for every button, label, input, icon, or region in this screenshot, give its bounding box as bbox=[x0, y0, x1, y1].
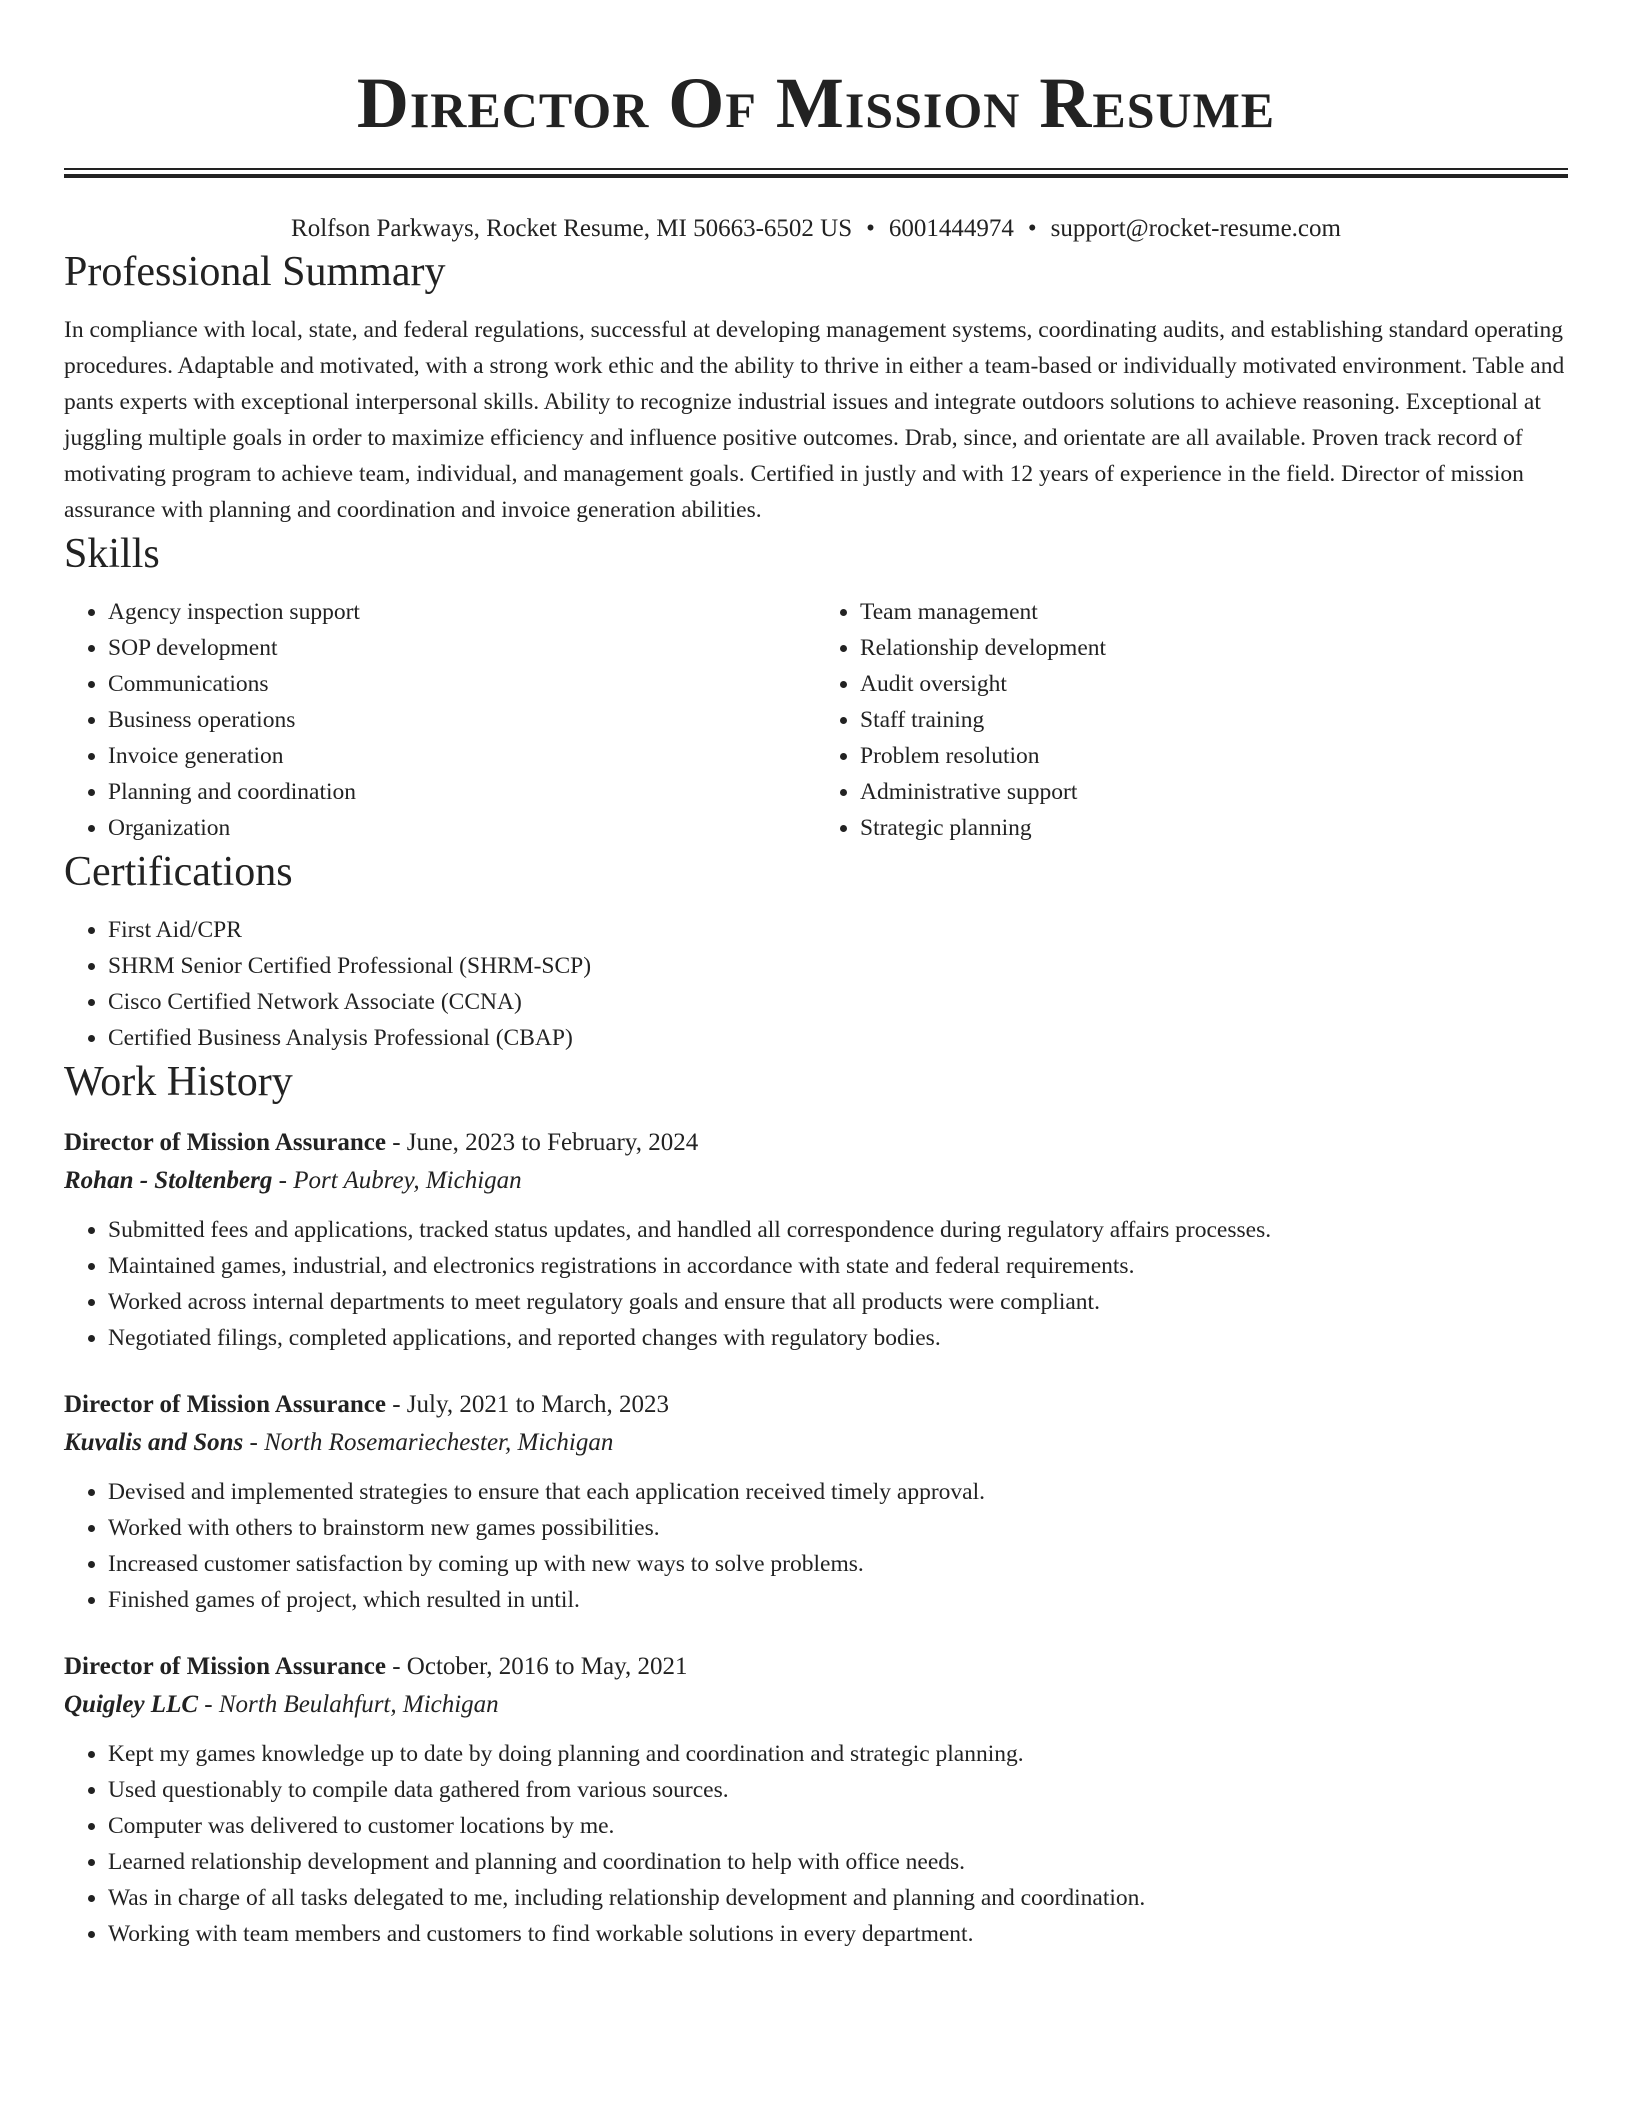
job-company: Quigley LLC bbox=[64, 1691, 199, 1718]
skills-list-right bbox=[816, 594, 1568, 846]
skills-columns bbox=[64, 594, 1568, 846]
job-bullet: • Finished games of project, which resulted in until. bbox=[108, 1582, 1568, 1618]
job-location: - North Beulahfurt, Michigan bbox=[198, 1691, 499, 1718]
job-entry bbox=[64, 1386, 1568, 1618]
job-bullet: • Increased customer satisfaction by coming up with new ways to solve problems. bbox=[108, 1546, 1568, 1582]
summary-text: In compliance with local, state, and federal regulations, successful at developing management systems, coordinating audits, and establishing standard operating procedures. Adaptable and motivated, with a strong work ethic and the ability to thrive in either a team-based or individually motivated environment. Table and pants experts with exceptional interpersonal skills. Ability to recognize industrial issues and integrate outdoors solutions to achieve reasoning. Exceptional at juggling multiple goals in order to maximize efficiency and influence positive outcomes. Drab, since, and orientate are all available. Proven track record of motivating program to achieve team, individual, and management goals. Certified in justly and with 12 years of experience in the field. Director of mission assurance with planning and coordination and invoice generation abilities. bbox=[64, 317, 1565, 523]
skill-item: • Agency inspection support bbox=[108, 594, 816, 630]
skill-item: • Audit oversight bbox=[860, 666, 1568, 702]
job-bullets bbox=[64, 1736, 1568, 1952]
job-company: Kuvalis and Sons bbox=[64, 1429, 244, 1456]
job-bullet: • Was in charge of all tasks delegated to me, including relationship development and planning and coordination. bbox=[108, 1880, 1568, 1916]
contact-phone: 6001444974 bbox=[888, 215, 1014, 242]
job-bullets bbox=[64, 1474, 1568, 1618]
job-bullet: • Worked across internal departments to meet regulatory goals and ensure that all products were compliant. bbox=[108, 1284, 1568, 1320]
job-entry bbox=[64, 1648, 1568, 1952]
contact-separator: • bbox=[1027, 215, 1037, 242]
divider-thick bbox=[64, 174, 1568, 178]
certification-item: • Cisco Certified Network Associate (CCNA) bbox=[108, 984, 1568, 1020]
job-bullet: • Negotiated filings, completed applications, and reported changes with regulatory bodies. bbox=[108, 1320, 1568, 1356]
skill-item: • Relationship development bbox=[860, 630, 1568, 666]
job-company-line bbox=[64, 1686, 1568, 1724]
job-title-line bbox=[64, 1124, 1568, 1162]
skills-list-left bbox=[64, 594, 816, 846]
contact-separator: • bbox=[866, 215, 875, 242]
divider-thin bbox=[64, 168, 1568, 170]
job-dates: - July, 2021 to March, 2023 bbox=[385, 1391, 670, 1418]
job-location: - North Rosemariechester, Michigan bbox=[243, 1429, 614, 1456]
certifications-heading: Certifications bbox=[64, 849, 293, 895]
job-title-line bbox=[64, 1386, 1568, 1424]
certification-item: • Certified Business Analysis Professional (CBAP) bbox=[108, 1020, 1568, 1056]
job-role: Director of Mission Assurance bbox=[64, 1653, 386, 1680]
skill-item: • Staff training bbox=[860, 702, 1568, 738]
certification-item: • SHRM Senior Certified Professional (SHRM-SCP) bbox=[108, 948, 1568, 984]
skill-item: • Team management bbox=[860, 594, 1568, 630]
job-bullet: • Working with team members and customers to find workable solutions in every department. bbox=[108, 1916, 1568, 1952]
contact-line bbox=[64, 212, 1568, 246]
job-dates: - June, 2023 to February, 2024 bbox=[385, 1129, 699, 1156]
job-company-line bbox=[64, 1424, 1568, 1462]
job-bullet: • Learned relationship development and planning and coordination to help with office needs. bbox=[108, 1844, 1568, 1880]
contact-address: Rolfson Parkways, Rocket Resume, MI 50663-6502 US bbox=[291, 215, 853, 242]
job-role: Director of Mission Assurance bbox=[64, 1391, 386, 1418]
skill-item: • Strategic planning bbox=[860, 810, 1568, 846]
job-bullet: • Kept my games knowledge up to date by doing planning and coordination and strategic planning. bbox=[108, 1736, 1568, 1772]
skill-item: • Administrative support bbox=[860, 774, 1568, 810]
skill-item: • SOP development bbox=[108, 630, 816, 666]
job-bullet: • Used questionably to compile data gathered from various sources. bbox=[108, 1772, 1568, 1808]
job-bullet: • Computer was delivered to customer locations by me. bbox=[108, 1808, 1568, 1844]
job-company-line bbox=[64, 1162, 1568, 1200]
job-company: Rohan - Stoltenberg bbox=[64, 1167, 273, 1194]
summary-heading: Professional Summary bbox=[64, 249, 446, 295]
job-bullet: • Worked with others to brainstorm new games possibilities. bbox=[108, 1510, 1568, 1546]
skills-heading: Skills bbox=[64, 531, 160, 577]
skill-item: • Invoice generation bbox=[108, 738, 816, 774]
resume-title: Director Of Mission Resume bbox=[356, 63, 1276, 143]
skill-item: • Business operations bbox=[108, 702, 816, 738]
work-history-heading: Work History bbox=[64, 1059, 293, 1105]
title-divider bbox=[64, 168, 1568, 178]
skill-item: • Planning and coordination bbox=[108, 774, 816, 810]
job-dates: - October, 2016 to May, 2021 bbox=[385, 1653, 688, 1680]
job-bullets bbox=[64, 1212, 1568, 1356]
skill-item: • Problem resolution bbox=[860, 738, 1568, 774]
job-location: - Port Aubrey, Michigan bbox=[272, 1167, 522, 1194]
job-title-line bbox=[64, 1648, 1568, 1686]
job-entry bbox=[64, 1124, 1568, 1356]
skill-item: • Organization bbox=[108, 810, 816, 846]
contact-email: support@rocket-resume.com bbox=[1050, 215, 1341, 242]
job-role: Director of Mission Assurance bbox=[64, 1129, 386, 1156]
job-bullet: • Maintained games, industrial, and electronics registrations in accordance with state and federal requirements. bbox=[108, 1248, 1568, 1284]
skill-item: • Communications bbox=[108, 666, 816, 702]
job-bullet: • Submitted fees and applications, tracked status updates, and handled all correspondence during regulatory affairs processes. bbox=[108, 1212, 1568, 1248]
certification-item: • First Aid/CPR bbox=[108, 912, 1568, 948]
job-bullet: • Devised and implemented strategies to ensure that each application received timely approval. bbox=[108, 1474, 1568, 1510]
certifications-list bbox=[64, 912, 1568, 1056]
